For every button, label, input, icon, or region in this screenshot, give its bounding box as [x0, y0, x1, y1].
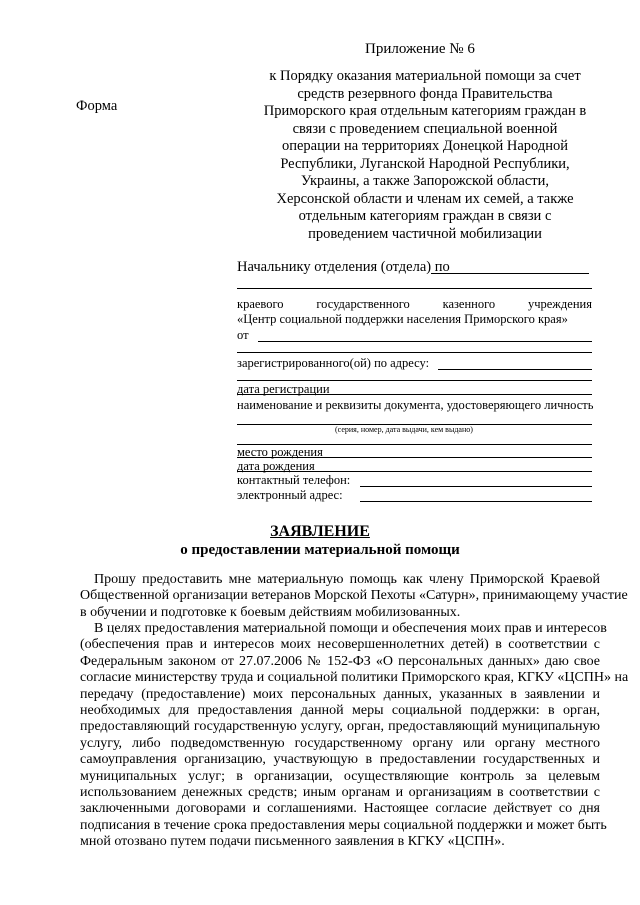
- paragraph-line: Прошу предоставить мне материальную помощь как члену Приморской Краевой: [94, 572, 600, 587]
- institution-line-2: «Центр социальной поддержки населения Приморского края»: [237, 312, 568, 326]
- document-hint: (серия, номер, дата выдачи, кем выдано): [335, 425, 473, 434]
- paragraph-line: заключенными договорами и соглашениями. Настоящее согласие действует со дня: [80, 801, 600, 817]
- paragraph-line: муниципальных услуг; в организации, осуществляющие контроль за целевым: [80, 768, 600, 784]
- institution-word: казенного: [442, 297, 496, 311]
- annex-line: средств резервного фонда Правительства: [297, 85, 553, 102]
- from-label: от: [237, 328, 249, 342]
- institution-line-1: [237, 297, 592, 312]
- paragraph-line: использованием денежных средств; иным органам и организациям в соответствии с: [80, 784, 600, 800]
- annex-line: Республики, Луганской Народной Республики,: [280, 155, 570, 172]
- paragraph-line: В целях предоставления материальной помощи и обеспечения моих прав и интересов: [94, 621, 607, 636]
- form-label: Форма: [76, 98, 118, 114]
- annex-line: к Порядку оказания материальной помощи за счет: [269, 68, 581, 84]
- department-field[interactable]: [431, 273, 589, 274]
- annex-line: операции на территориях Донецкой Народной: [281, 138, 568, 154]
- birth-place-field[interactable]: [237, 457, 592, 458]
- paragraph-line: (обеспечения прав и интересов моих несовершеннолетних детей) в соответствии с: [80, 637, 600, 653]
- applicant-name-field[interactable]: [258, 341, 592, 342]
- institution-word: государственного: [316, 297, 410, 311]
- request-paragraph: [80, 572, 628, 621]
- annex-line: связи с проведением специальной военной: [292, 120, 558, 137]
- annex-line: отдельным категориям граждан в связи с: [298, 208, 552, 224]
- paragraph-line: мной отозвано путем подачи письменного заявления в КГКУ «ЦСПН».: [80, 834, 505, 850]
- paragraph-line: согласие министерству труда и социальной политики Приморского края, КГКУ «ЦСПН» на: [80, 670, 629, 686]
- to-head-label: Начальнику отделения (отдела) по: [237, 259, 450, 275]
- phone-field[interactable]: [360, 486, 592, 487]
- birth-date-label: дата рождения: [237, 459, 315, 473]
- email-label: электронный адрес:: [237, 488, 343, 502]
- paragraph-line: Федеральным законом от 27.07.2006 № 152-ФЗ «О персональных данных» даю свое: [80, 653, 600, 669]
- registration-date-label: дата регистрации: [237, 382, 330, 396]
- paragraph-line: передачу (предоставление) моих персональных данных, указанных в заявлении и: [80, 686, 600, 702]
- identity-document-label: наименование и реквизиты документа, удостоверяющего личность: [237, 398, 594, 412]
- institution-word: краевого: [237, 297, 284, 311]
- annex-line: Украины, а также Запорожской области,: [300, 173, 550, 189]
- email-field[interactable]: [360, 501, 592, 502]
- consent-paragraph: [80, 621, 629, 850]
- institution-word: учреждения: [527, 297, 592, 311]
- annex-line: Приморского края отдельным категориям граждан в: [263, 103, 587, 119]
- applicant-name-field-2[interactable]: [237, 352, 592, 353]
- birth-date-field[interactable]: [237, 471, 592, 472]
- paragraph-line: предоставляющий государственную услугу, орган, предоставляющий муниципальную: [80, 719, 600, 735]
- annex-reference: [250, 68, 600, 243]
- paragraph-line: самоуправления организацию, участвующую в предоставлении государственных и: [80, 752, 600, 768]
- annex-line: Херсонской области и членам их семей, а также: [276, 190, 574, 207]
- paragraph-line: подписания в течение срока предоставления меры социальной поддержки и может быть: [80, 817, 607, 833]
- address-field-2[interactable]: [237, 380, 592, 381]
- birth-place-label: место рождения: [237, 445, 323, 459]
- paragraph-line: услугу, либо подведомственную государственному органу или органу местного: [80, 735, 600, 751]
- blank-line[interactable]: [237, 288, 592, 289]
- address-field[interactable]: [438, 369, 592, 370]
- paragraph-line: в обучении и подготовке к боевым действиям мобилизованных.: [80, 604, 461, 620]
- paragraph-line: необходимых для предоставления данной меры социальной поддержки: в орган,: [80, 702, 600, 718]
- phone-label: контактный телефон:: [237, 473, 351, 487]
- registration-date-field[interactable]: [237, 394, 592, 395]
- document-subtitle: о предоставлении материальной помощи: [180, 542, 460, 558]
- annex-line: проведением частичной мобилизации: [308, 225, 542, 242]
- paragraph-line: Общественной организации ветеранов Морской Пехоты «Сатурн», принимающему участие: [80, 588, 628, 604]
- document-title: ЗАЯВЛЕНИЕ: [270, 523, 370, 540]
- registered-address-label: зарегистрированного(ой) по адресу:: [237, 356, 430, 370]
- annex-number: Приложение № 6: [365, 41, 475, 57]
